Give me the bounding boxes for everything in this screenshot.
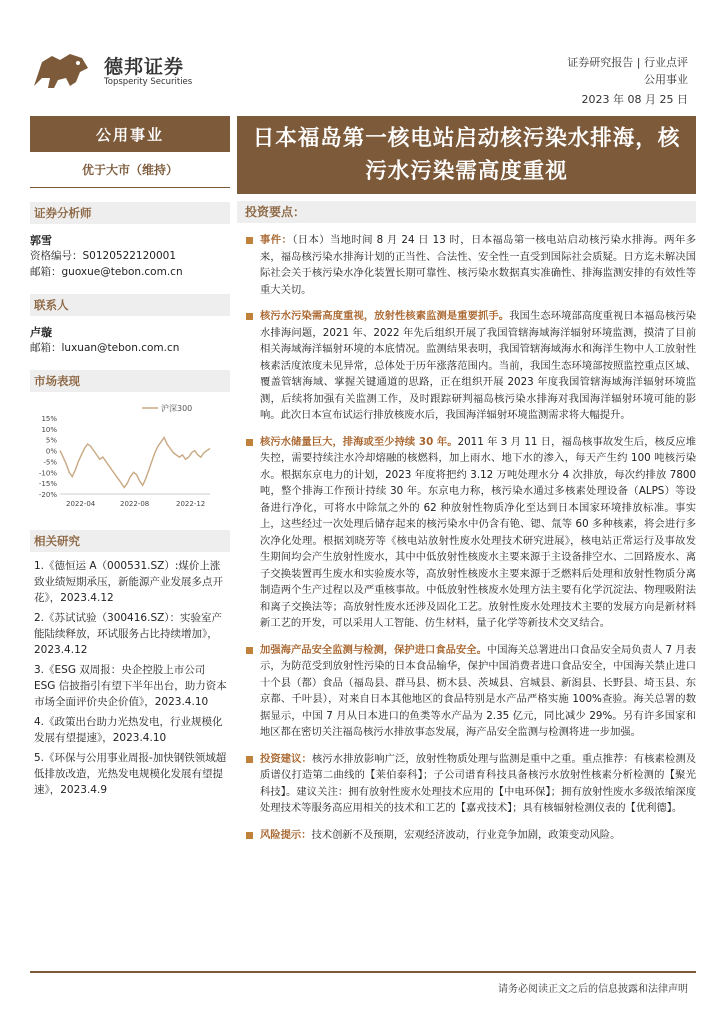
y-tick-label: -5% (43, 458, 57, 467)
market-heading: 市场表现 (30, 370, 230, 392)
brand-logo (30, 48, 210, 92)
x-tick-label: 2022-12 (176, 500, 206, 508)
related-item[interactable]: 2.《苏试试验（300416.SZ）：实验室产能陆续释放，环试服务占比持续增加》，2023.4.12 (34, 612, 223, 656)
y-tick-label: -10% (38, 469, 57, 478)
analyst-email[interactable]: 邮箱：guoxue@tebon.com.cn (30, 266, 183, 278)
report-header (0, 0, 724, 110)
paragraph-risk (237, 827, 696, 844)
bull-logo-icon (30, 48, 92, 92)
contact-email[interactable]: 邮箱：luxuan@tebon.com.cn (30, 342, 180, 354)
sidebar (30, 116, 230, 802)
x-tick-label: 2022-08 (120, 500, 150, 508)
sector-title: 公用事业 (30, 116, 230, 152)
paragraph-food-safety (237, 642, 696, 741)
analyst-heading: 证券分析师 (30, 202, 230, 224)
bullet-icon (246, 439, 253, 446)
paragraph-lead: 事件： (260, 234, 293, 246)
paragraph-lead: 核污水储量巨大，排海或至少持续 30 年。 (260, 435, 458, 448)
related-item[interactable]: 4.《政策出台助力光热发电，行业规模化发展有望提速》，2023.4.10 (34, 716, 223, 744)
y-tick-label: 15% (41, 415, 57, 423)
paragraph-lead: 核污水污染需高度重视，放射性核素监测是重要抓手。 (260, 310, 510, 322)
paragraph-text: 中国海关总署进出口食品安全局负责人 7 月表示，为防范受到放射性污染的日本食品输华，保护中国消费者进口食品安全，中国海关禁止进口十个县（都）食品（福岛县、群马县、枥木县、茨城县、宫城县、新潟县、长野县、埼玉县、东京都、千叶县），对来自日本其他地区的食品特别是水产品严格实施 100%查验。海关总署的数据显示，中国 7 月从日本进口的鱼类等水产品为 2.35 亿元，同比减少 29%。另有许多国家和地区都在密切关注福岛核污水排放事态发展，海产品安全监测与检测将进一步加强。 (260, 643, 697, 738)
y-tick-label: 10% (41, 425, 57, 434)
bullet-icon (246, 237, 253, 244)
paragraph-lead: 风险提示： (260, 828, 312, 841)
contact-name: 卢璇 (30, 326, 52, 339)
legend-label: 沪深300 (161, 404, 193, 413)
report-meta (567, 54, 688, 108)
brand-name-cn: 德邦证券 (104, 56, 185, 78)
related-list (30, 558, 230, 798)
related-heading: 相关研究 (30, 530, 230, 552)
analyst-name: 郭雪 (30, 234, 52, 247)
related-item[interactable]: 1.《德恒运 A（000531.SZ）:煤价上涨致业绩短期承压，新能源产业发展多点开花》，2023.4.12 (34, 560, 223, 604)
related-item[interactable]: 5.《环保与公用事业周报-加快钢铁领域超低排放改造，光热发电规模化发展有望提速》，2023.4.9 (34, 752, 227, 796)
footer-divider (30, 971, 696, 973)
paragraph-text: 技术创新不及预期，宏观经济波动，行业竞争加剧，政策变动风险。 (311, 828, 621, 841)
market-chart-svg (30, 398, 230, 516)
y-tick-label: 0% (45, 447, 57, 456)
footer-disclaimer: 请务必阅读正文之后的信息披露和法律声明 (498, 984, 688, 995)
bullet-icon (246, 832, 253, 839)
contact-heading: 联系人 (30, 294, 230, 316)
y-tick-label: -20% (38, 491, 57, 499)
paragraph-text: 2011 年 3 月 11 日，福岛核事故发生后，核反应堆失控，需要持续注水冷却熔融的核燃料，加上雨水、地下水的渗入，每天产生约 100 吨核污染水。根据东京电力的计划，2023 年度将把约 3.12 万吨处理水分 4 次排放，每次约排放 7800 吨，整个排海工作预计持续 30 年。东京电力称，核污染水通过多核素处理设备（ALPS）等设备进行净化，可将水中除氚之外的 62 种放射性物质净化至达到日本国家环境排放标准。事实上，这些经过一次处理后储存起来的核污染水中仍含有铯、锶、氚等 60 多种核素，将会进行多次净化处理。根据刘晓芳等《核电站放射性废水处理技术研究进展》，核电站正常运行及事故发生期间均会产生放射性废水，其中中低放射性核废水主要来源于主设备排空水、二回路废水、离子交换装置再生废水和实验废水等，高放射性核废水主要来源于乏燃料后处理和放射性物质分离制造两个生产过程以及严重核事故。中低放射性核废水处理方法主要有化学沉淀法、物理吸附法和离子交换法等；高放射性废水还涉及固化工艺。放射性废水处理技术主要的发展方向是新材料新工艺的开发，可以采用人工智能、仿生材料，量子化学等新技术交叉结合。 (260, 435, 696, 629)
bullet-icon (246, 756, 253, 763)
analyst-cert: 资格编号：S0120522120001 (30, 250, 177, 262)
series-line-hs300 (60, 438, 210, 488)
y-tick-label: 5% (45, 436, 57, 445)
paragraph-text: 核污水排放影响广泛，放射性物质处理与监测是重中之重。重点推荐：有核素检测及质谱仪打造第二曲线的【莱伯泰科】；子公司谱育科技具备核污水放射性核素分析检测的【聚光科技】。建议关注：拥有放射性废水处理技术应用的【中电环保】；拥有放射性废水多级浓缩深度处理技术等服务高应用相关的技术和工艺的【嘉戎技术】；具有核辐射检测仪表的【优利德】。 (260, 752, 697, 814)
report-date: 2023 年 08 月 25 日 (581, 93, 688, 106)
paragraph-monitoring (237, 308, 696, 424)
brand-name-en: Topsperity Securities (104, 77, 193, 87)
paragraph-text: 我国生态环境部高度重视日本福岛核污染水排海问题，2021 年、2022 年先后组织开展了我国管辖海域海洋辐射环境监测，摸清了目前相关海域海洋辐射环境的本底情况。监测结果表明，我国管辖海域海水和海洋生物中人工放射性核素活度浓度未见异常，总体处于历年涨落范围内。当前，我国生态环境部按照监控重点区域、覆盖管辖海域、掌握关键通道的思路，正在组织开展 2023 年度我国管辖海域海洋辐射环境监测，后续将加强有关监测工作，及时跟踪研判福岛核污染水排海对我国海洋辐射环境可能的影响。此次日本宣布试运行排放核废水后，我国海洋辐射环境监测需求将大幅提升。 (260, 310, 697, 421)
bullet-icon (246, 313, 253, 320)
paragraph-lead: 投资建议： (260, 752, 312, 765)
report-type: 证券研究报告 | 行业点评 (567, 56, 688, 69)
keypoints-heading: 投资要点： (237, 201, 696, 223)
paragraph-event (237, 232, 696, 298)
market-chart (30, 398, 230, 516)
report-sector: 公用事业 (644, 73, 688, 86)
paragraph-investment (237, 751, 696, 817)
bullet-icon (246, 647, 253, 654)
report-title: 日本福岛第一核电站启动核污染水排海，核污水污染需高度重视 (237, 116, 696, 194)
rating-label: 优于大市（维持） (30, 152, 230, 188)
y-tick-label: -15% (38, 480, 57, 489)
paragraph-text: （日本）当地时间 8 月 24 日 13 时，日本福岛第一核电站启动核污染水排海。两年多来，福岛核污染水排海计划的正当性、合法性、安全性一直受到国际社会质疑。日方迄未解决国际社会关于核污染水净化装置长期可靠性、核污染水数据真实准确性、排海监测安排的有效性等重大关切。 (260, 234, 696, 296)
main-content (237, 232, 696, 853)
paragraph-lead: 加强海产品安全监测与检测，保护进口食品安全。 (260, 643, 487, 656)
related-item[interactable]: 3.《ESG 双周报：央企控股上市公司 ESG 信披指引有望下半年出台，助力资本市场全面评价央企价值》，2023.4.10 (34, 664, 227, 708)
x-tick-label: 2022-04 (66, 500, 96, 508)
paragraph-storage (237, 434, 696, 632)
